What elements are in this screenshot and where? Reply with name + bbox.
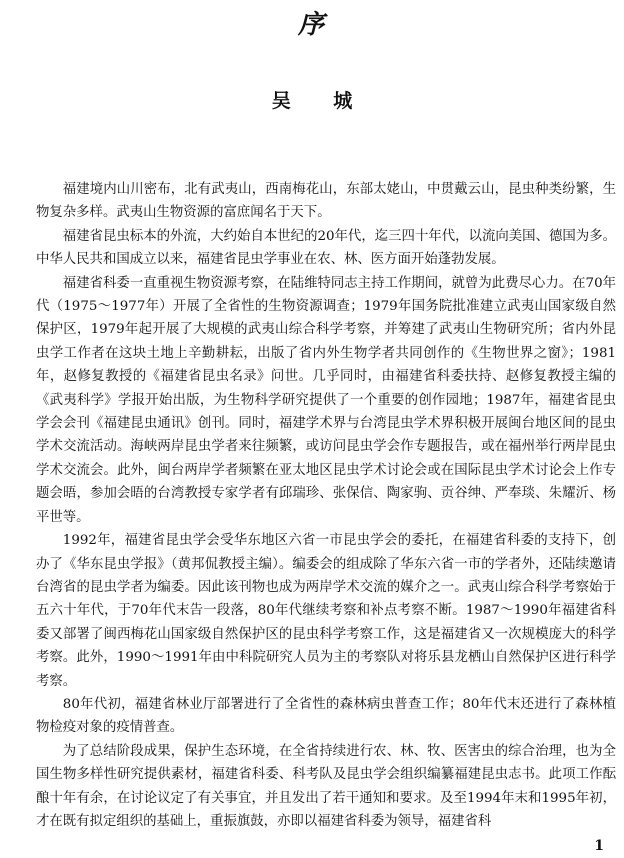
- paragraph: 1992年，福建省昆虫学会受华东地区六省一市昆虫学会的委托，在福建省科委的支持下，创办了《华东昆虫学报》（黄邦侃教授主编）。编委会的组成除了华东六省一市的学者外，还陆续邀请台湾省的昆虫学者为编委。因此该刊物也成为两岸学术交流的媒介之一。武夷山综合科学考察始于五六十年代，于70年代末告一段落，80年代继续考察和补点考察不断。1987～1990年福建省科委又部署了闽西梅花山国家级自然保护区的昆虫科学考察工作，这是福建省又一次规模庞大的科学考察。此外，1990～1991年由中科院研究人员为主的考察队对将乐县龙栖山自然保护区进行科学考察。: [36, 533, 616, 689]
- preface-body: [36, 178, 616, 833]
- paragraph: 为了总结阶段成果，保护生态环境，在全省持续进行农、林、牧、医害虫的综合治理，也为全国生物多样性研究提供素材，福建省科委、科考队及昆虫学会组织编纂福建昆虫志书。此项工作酝酿十年有余，在讨论议定了有关事宜，并且发出了若干通知和要求。及至1994年末和1995年初，才在既有拟定组织的基础上，重振旗鼓，亦即以福建省科委为领导，福建省科: [36, 743, 616, 829]
- paragraph: 福建省昆虫标本的外流，大约始自本世纪的20年代，迄三四十年代，以流向美国、德国为多。中华人民共和国成立以来，福建省昆虫学事业在农、林、医方面开始蓬勃发展。: [36, 228, 616, 268]
- paragraph: 福建省科委一直重视生物资源考察，在陆维特同志主持工作期间，就曾为此费尽心力。在70年代（1975～1977年）开展了全省性的生物资源调查；1979年国务院批准建立武夷山国家级自然保护区，1979年起开展了大规模的武夷山综合科学考察，并筹建了武夷山生物研究所；省内外昆虫学工作者在这块土地上辛勤耕耘，出版了省内外生物学者共同创作的《生物世界之窗》；1981年，赵修复教授的《福建省昆虫名录》问世。几乎同时，由福建省科委扶持、赵修复教授主编的《武夷科学》学报开始出版，为生物科学研究提供了一个重要的创作园地；1987年，福建省昆虫学会会刊《福建昆虫通讯》创刊。同时，福建学术界与台湾昆虫学术界积极开展闽台地区间的昆虫学术交流活动。海峡两岸昆虫学者来往频繁，或访问昆虫学会作专题报告，或在福州举行两岸昆虫学术交流会。此外，闽台两岸学者频繁在亚太地区昆虫学术讨论会或在国际昆虫学术讨论会上作专题会晤，参加会晤的台湾教授专家学者有邱瑞珍、张保信、陶家驹、贡谷绅、严奉琰、朱耀沂、杨平世等。: [36, 275, 616, 525]
- author-name: 吴 城: [271, 90, 371, 112]
- paragraph: 福建境内山川密布，北有武夷山，西南梅花山，东部太姥山，中贯戴云山，昆虫种类纷繁，生物复杂多样。武夷山生物资源的富庶闻名于天下。: [36, 182, 616, 221]
- paragraph: 80年代初，福建省林业厅部署进行了全省性的森林病虫普查工作；80年代末还进行了森林植物检疫对象的疫情普查。: [36, 696, 616, 736]
- page-title: 序: [297, 10, 326, 40]
- page-number: 1: [594, 838, 604, 854]
